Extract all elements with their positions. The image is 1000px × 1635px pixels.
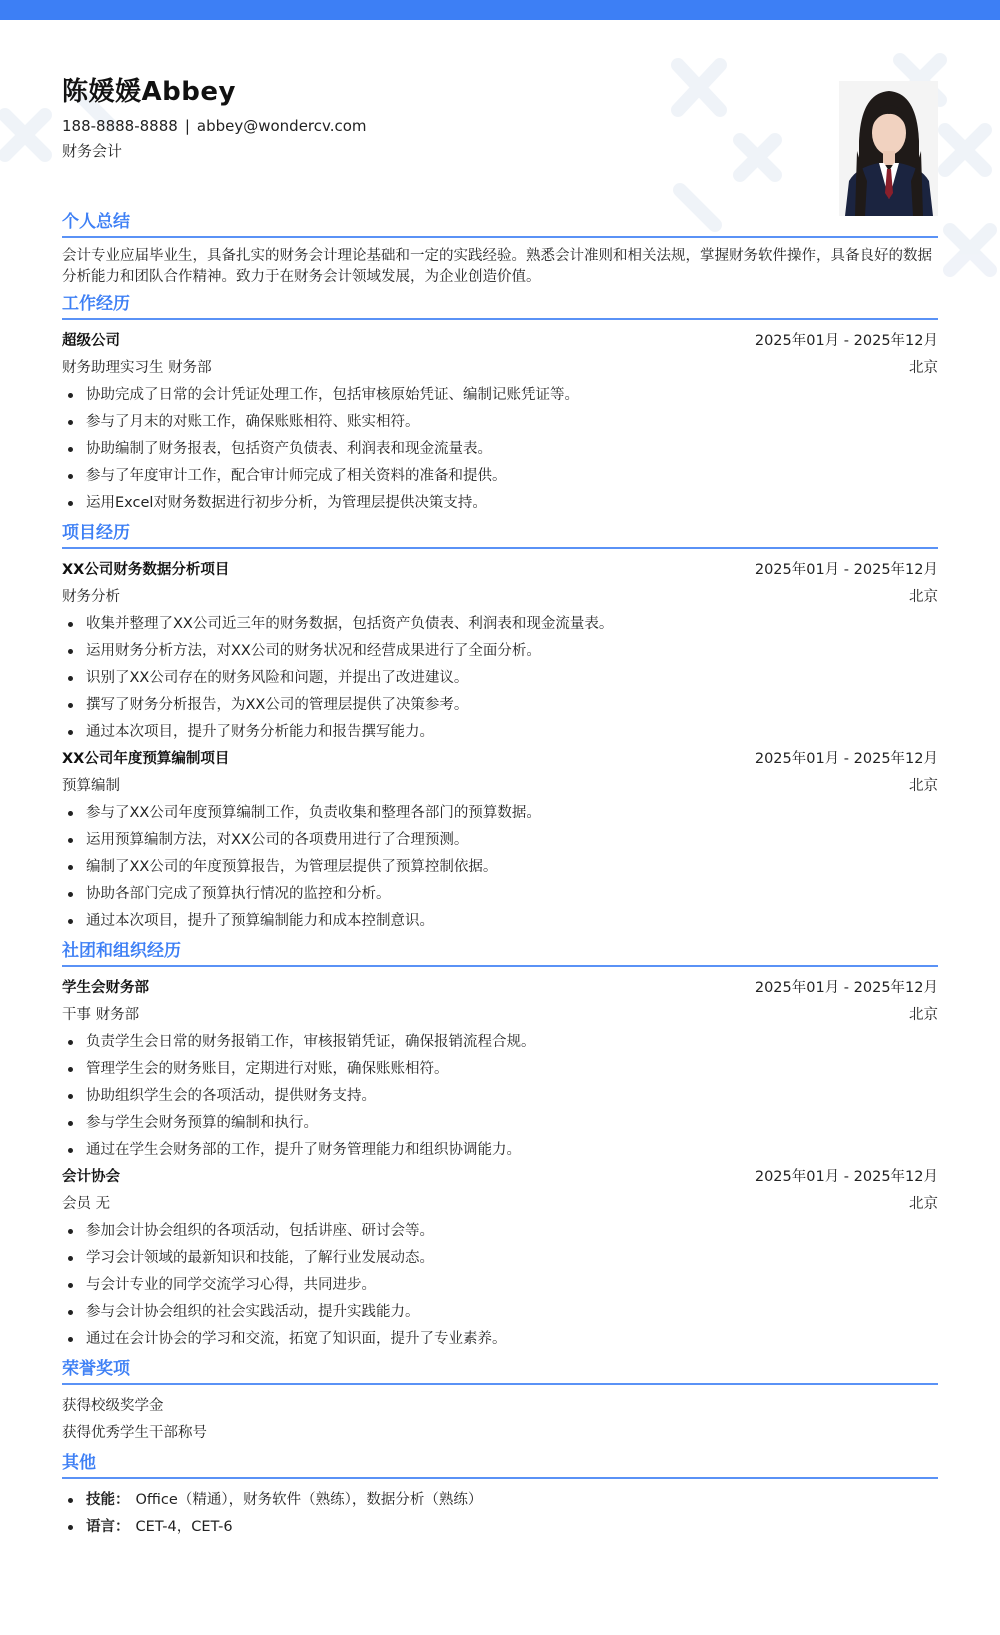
section-title-summary: 个人总结 (62, 212, 130, 232)
entry-org: 会计协会 (62, 1169, 120, 1185)
award-item: 获得校级奖学金 (62, 1398, 164, 1414)
list-item: 管理学生会的财务账目，定期进行对账，确保账账相符。 (62, 1056, 938, 1083)
section-title-projects: 项目经历 (62, 523, 130, 543)
section-title-organizations: 社团和组织经历 (62, 941, 181, 961)
list-item: 参与了月末的对账工作，确保账账相符、账实相符。 (62, 409, 938, 436)
list-item: 运用预算编制方法，对XX公司的各项费用进行了合理预测。 (62, 827, 938, 854)
org-entry (62, 1164, 938, 1353)
entry-location: 北京 (909, 1196, 938, 1212)
contact-line (62, 117, 367, 135)
contact-separator: | (184, 117, 190, 135)
candidate-name: 陈媛媛Abbey (62, 77, 236, 107)
project-entry (62, 746, 938, 935)
list-item: 运用财务分析方法，对XX公司的财务状况和经营成果进行了全面分析。 (62, 638, 938, 665)
resume-header (62, 20, 938, 210)
list-item: 参与了XX公司年度预算编制工作，负责收集和整理各部门的预算数据。 (62, 800, 938, 827)
list-item: 参加会计协会组织的各项活动，包括讲座、研讨会等。 (62, 1218, 938, 1245)
entry-position: 干事 财务部 (62, 1007, 140, 1023)
section-divider (62, 1477, 938, 1479)
resume-page (62, 20, 938, 1541)
summary-section (62, 210, 938, 288)
projects-section (62, 521, 938, 935)
section-title-other: 其他 (62, 1453, 96, 1473)
work-section (62, 292, 938, 517)
awards-section (62, 1357, 938, 1447)
list-item: 通过在学生会财务部的工作，提升了财务管理能力和组织协调能力。 (62, 1137, 938, 1164)
list-item: 收集并整理了XX公司近三年的财务数据，包括资产负债表、利润表和现金流量表。 (62, 611, 938, 638)
section-title-awards: 荣誉奖项 (62, 1359, 130, 1379)
list-item: 学习会计领域的最新知识和技能，了解行业发展动态。 (62, 1245, 938, 1272)
list-item: 协助编制了财务报表，包括资产负债表、利润表和现金流量表。 (62, 436, 938, 463)
project-entry (62, 557, 938, 746)
organizations-section (62, 939, 938, 1353)
list-item: 通过本次项目，提升了财务分析能力和报告撰写能力。 (62, 719, 938, 746)
entry-position: 预算编制 (62, 778, 120, 794)
skills-value: Office（精通），财务软件（熟练），数据分析（熟练） (135, 1492, 483, 1508)
org-entry (62, 975, 938, 1164)
languages-item (62, 1514, 938, 1541)
entry-date: 2025年01月 - 2025年12月 (754, 333, 938, 349)
entry-position: 会员 无 (62, 1196, 111, 1212)
list-item: 参与了年度审计工作，配合审计师完成了相关资料的准备和提供。 (62, 463, 938, 490)
section-title-work: 工作经历 (62, 294, 130, 314)
entry-org: XX公司财务数据分析项目 (62, 562, 230, 578)
entry-position: 财务助理实习生 财务部 (62, 360, 212, 376)
other-section (62, 1451, 938, 1541)
entry-location: 北京 (909, 778, 938, 794)
section-divider (62, 318, 938, 320)
entry-date: 2025年01月 - 2025年12月 (754, 562, 938, 578)
section-divider (62, 236, 938, 238)
entry-org: 超级公司 (62, 333, 120, 349)
list-item: 协助组织学生会的各项活动，提供财务支持。 (62, 1083, 938, 1110)
list-item: 负责学生会日常的财务报销工作，审核报销凭证，确保报销流程合规。 (62, 1029, 938, 1056)
list-item: 识别了XX公司存在的财务风险和问题，并提出了改进建议。 (62, 665, 938, 692)
list-item: 与会计专业的同学交流学习心得，共同进步。 (62, 1272, 938, 1299)
work-entry (62, 328, 938, 517)
list-item: 撰写了财务分析报告，为XX公司的管理层提供了决策参考。 (62, 692, 938, 719)
skills-item (62, 1487, 938, 1514)
list-item: 协助各部门完成了预算执行情况的监控和分析。 (62, 881, 938, 908)
section-divider (62, 1383, 938, 1385)
list-item: 协助完成了日常的会计凭证处理工作，包括审核原始凭证、编制记账凭证等。 (62, 382, 938, 409)
entry-location: 北京 (909, 360, 938, 376)
entry-org: XX公司年度预算编制项目 (62, 751, 230, 767)
entry-org: 学生会财务部 (62, 980, 149, 996)
email-address: abbey@wondercv.com (196, 117, 367, 135)
list-item: 通过在会计协会的学习和交流，拓宽了知识面，提升了专业素养。 (62, 1326, 938, 1353)
entry-location: 北京 (909, 589, 938, 605)
summary-text: 会计专业应届毕业生，具备扎实的财务会计理论基础和一定的实践经验。熟悉会计准则和相关法规，掌握财务软件操作，具备良好的数据分析能力和团队合作精神。致力于在财务会计领域发展，为企业创造价值。 (62, 248, 932, 285)
skills-label: 技能： (86, 1492, 130, 1508)
list-item: 参与会计协会组织的社会实践活动，提升实践能力。 (62, 1299, 938, 1326)
entry-date: 2025年01月 - 2025年12月 (754, 751, 938, 767)
award-item: 获得优秀学生干部称号 (62, 1425, 207, 1441)
list-item: 参与学生会财务预算的编制和执行。 (62, 1110, 938, 1137)
phone-number: 188-8888-8888 (62, 117, 178, 135)
languages-label: 语言： (86, 1519, 130, 1535)
top-accent-bar (0, 0, 1000, 20)
list-item: 编制了XX公司的年度预算报告，为管理层提供了预算控制依据。 (62, 854, 938, 881)
entry-position: 财务分析 (62, 589, 120, 605)
entry-location: 北京 (909, 1007, 938, 1023)
entry-date: 2025年01月 - 2025年12月 (754, 980, 938, 996)
entry-date: 2025年01月 - 2025年12月 (754, 1169, 938, 1185)
job-role: 财务会计 (62, 142, 123, 160)
languages-value: CET-4，CET-6 (135, 1519, 233, 1535)
list-item: 运用Excel对财务数据进行初步分析，为管理层提供决策支持。 (62, 490, 938, 517)
list-item: 通过本次项目，提升了预算编制能力和成本控制意识。 (62, 908, 938, 935)
section-divider (62, 547, 938, 549)
profile-photo (839, 81, 938, 216)
section-divider (62, 965, 938, 967)
